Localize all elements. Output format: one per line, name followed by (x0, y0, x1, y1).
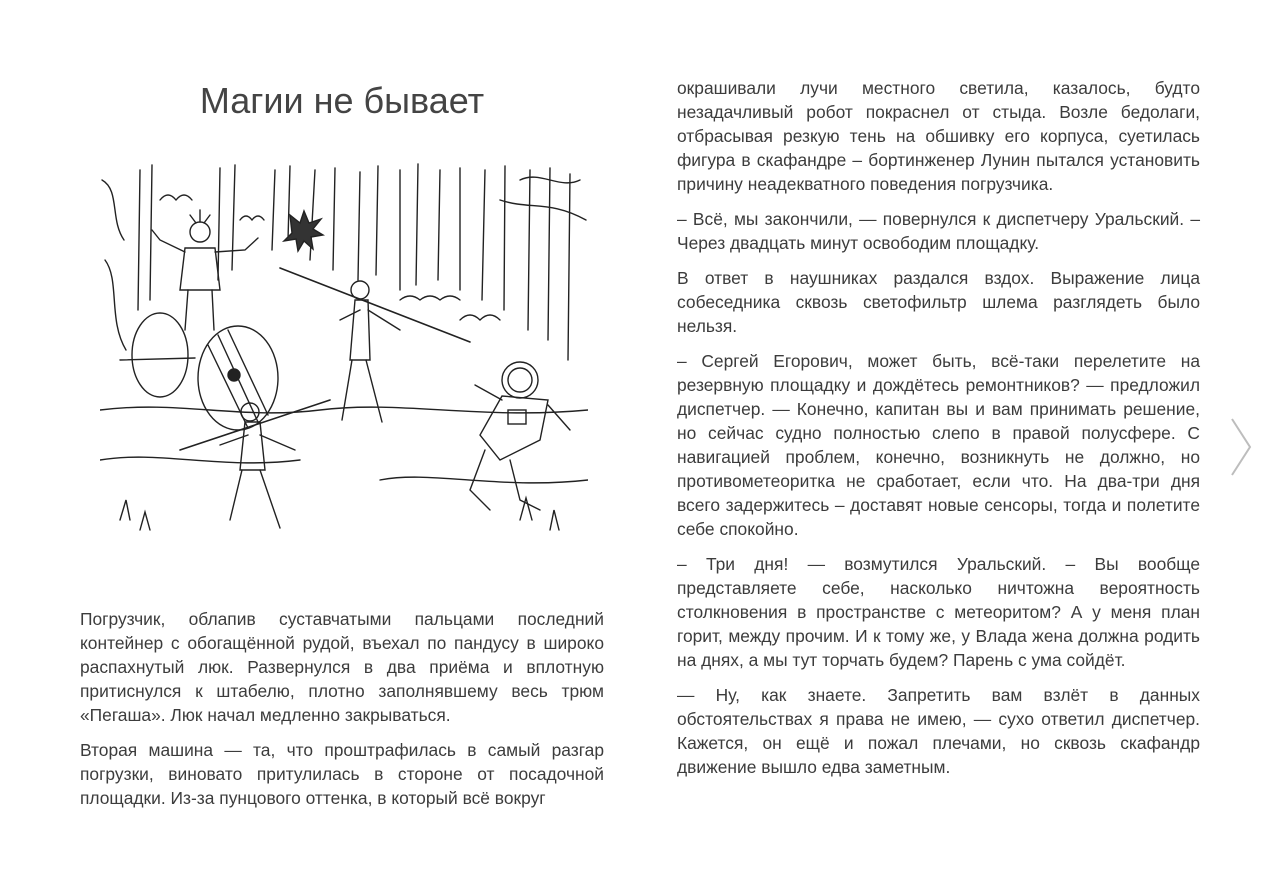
left-page-text (80, 607, 604, 821)
right-page (677, 0, 1200, 895)
paragraph: окрашивали лучи местного светила, казалось, будто незадачливый робот покраснел от стыда. Возле бедолаги, отбрасывая резкую тень на обшивку его корпуса, суетилась фигура в скафандре – бортинженер Лунин пытался установить причину неадекватного поведения погрузчика. (677, 78, 1200, 194)
right-page-text (677, 76, 1200, 790)
paragraph: Вторая машина — та, что проштрафилась в самый разгар погрузки, виновато притулилась в стороне от посадочной площадки. Из-за пунцового оттенка, в который всё вокруг (80, 740, 604, 808)
story-illustration (100, 160, 588, 552)
page-title: Магии не бывает (199, 80, 485, 121)
left-page (80, 0, 604, 895)
paragraph: – Всё, мы закончили, — повернулся к диспетчеру Уральский. – Через двадцать минут освободим площадку. (677, 209, 1200, 253)
paragraph: Погрузчик, облапив суставчатыми пальцами последний контейнер с обогащённой рудой, въехал по пандусу в широко распахнутый люк. Развернулся в два приёма и вплотную притиснулся к штабелю, плотно заполнявшему весь трюм «Пегаша». Люк начал медленно закрываться. (80, 609, 604, 725)
paragraph: – Три дня! — возмутился Уральский. – Вы вообще представляете себе, насколько ничтожна вероятность столкновения в пространстве с метеоритом? А у меня план горит, между прочим. И к тому же, у Влада жена должна родить на днях, а мы тут торчать будем? Парень с ума сойдёт. (677, 554, 1200, 670)
paragraph: — Ну, как знаете. Запретить вам взлёт в данных обстоятельствах я права не имею, — сухо ответил диспетчер. Кажется, он ещё и пожал плечами, но сквозь скафандр движение вышло едва заметным. (677, 685, 1200, 777)
paragraph: В ответ в наушниках раздался вздох. Выражение лица собеседника сквозь светофильтр шлема разглядеть было нельзя. (677, 268, 1200, 336)
chevron-right-icon[interactable] (1226, 415, 1256, 479)
paragraph: – Сергей Егорович, может быть, всё-таки перелетите на резервную площадку и дождётесь ремонтников? — предложил диспетчер. — Конечно, капитан вы и вам принимать решение, но сейчас судно полностью слепо в правой полусфере. С навигацией проблем, конечно, возникнуть не должно, но противометеоритка не сработает, если что. На два-три дня всего задержитесь – доставят новые сенсоры, тогда и полетите себе спокойно. (677, 351, 1200, 539)
